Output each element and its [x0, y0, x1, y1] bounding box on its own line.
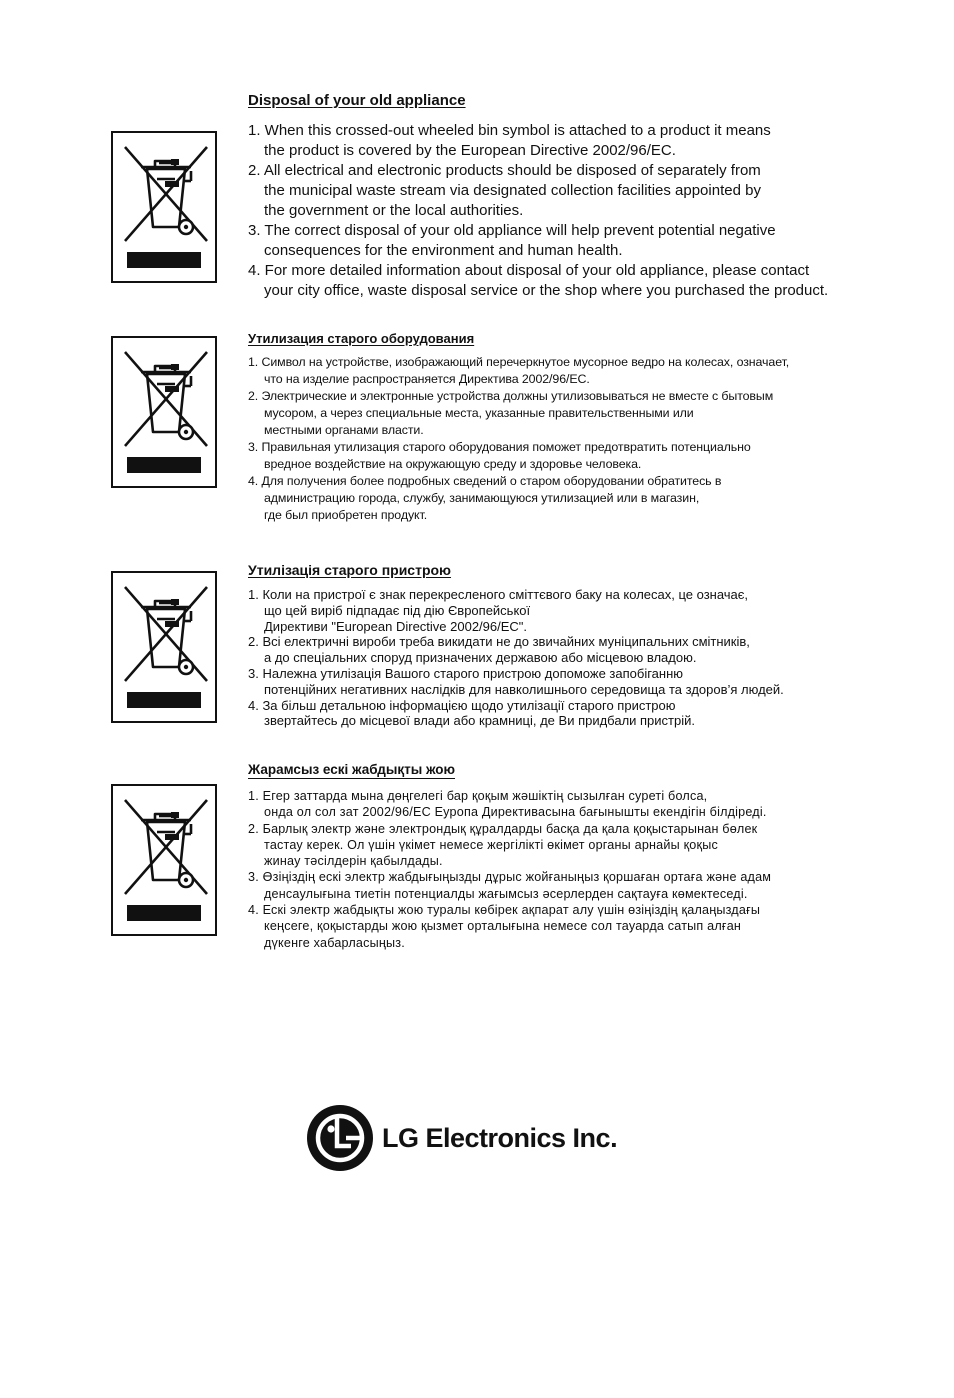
crossed-out-wheeled-bin-icon — [111, 571, 217, 723]
instruction-item — [248, 821, 771, 870]
instruction-item — [248, 902, 771, 951]
crossed-out-wheeled-bin-icon — [111, 336, 217, 488]
company-name: LG Electronics Inc. — [382, 1122, 618, 1153]
instruction-line: кеңсеге, қоқыстарды жою қызмет орталығына немесе сол тауарда сатып алған — [264, 919, 742, 934]
instruction-item — [248, 587, 784, 634]
instruction-line: а до спеціальних споруд призначених державою або місцевою владою. — [264, 650, 697, 666]
instruction-line: the municipal waste stream via designated collection facilities appointed by — [264, 182, 761, 199]
instruction-line: жинау тәсілдерін қабылдады. — [264, 854, 443, 869]
instruction-item — [248, 221, 828, 261]
instruction-line: вредное воздействие на окружающую среду и здоровье человека. — [264, 457, 642, 471]
lg-face-logo-icon — [306, 1104, 374, 1172]
instruction-line: 3. Правильная утилизация старого оборудования поможет предотвратить потенциально — [248, 440, 751, 454]
instruction-item — [248, 473, 789, 524]
instruction-line: администрацию города, службу, занимающуюся утилизацией или в магазин, — [264, 491, 700, 505]
instruction-line: где был приобретен продукт. — [264, 508, 428, 522]
instruction-line: 4. За більш детальною інформацією щодо утилізації старого пристрою — [248, 697, 676, 713]
lg-electronics-logo — [306, 1104, 617, 1172]
instruction-line: дүкенге хабарласыңыз. — [264, 935, 405, 950]
instruction-line: 1. Символ на устройстве, изображающий перечеркнутое мусорное ведро на колесах, означает, — [248, 355, 790, 369]
section-heading: Жарамсыз ескі жабдықты жою — [248, 762, 456, 777]
instruction-line: 1. When this crossed-out wheeled bin symbol is attached to a product it means — [248, 122, 771, 139]
instruction-item — [248, 261, 828, 301]
instruction-line: consequences for the environment and human health. — [264, 242, 623, 259]
instruction-line: 4. Для получения более подробных сведений о старом оборудовании обратитесь в — [248, 474, 722, 488]
instruction-line: тастау керек. Ол үшін үкімет немесе жергілікті өкімет органы арнайы қоқыс — [264, 837, 718, 852]
instruction-line: онда ол сол зат 2002/96/EC Еуропа Директивасына бағынышты екендігін білдіреді. — [264, 805, 767, 820]
instruction-line: the government or the local authorities. — [264, 202, 524, 219]
instruction-line: що цей виріб підпадає під дію Європейської — [264, 602, 531, 618]
instruction-line: 4. For more detailed information about disposal of your old appliance, please contact — [248, 262, 810, 279]
instruction-line: 3. The correct disposal of your old appliance will help prevent potential negative — [248, 222, 776, 239]
instruction-line: денсаулығына тиетін потенциалды жағымсыз әсерлерден сақтауға көмектеседі. — [264, 886, 748, 901]
bin-underbar — [127, 252, 201, 268]
instruction-item — [248, 788, 771, 821]
instruction-item — [248, 869, 771, 902]
instruction-item — [248, 354, 789, 388]
instruction-line: 2. Барлық электр және электрондық құралдарды басқа да қала қоқыстарынан бөлек — [248, 821, 758, 836]
section-heading: Утилизация старого оборудования — [248, 331, 475, 346]
instruction-line: 3. Өзіңіздің ескі электр жабдығыңызды дұрыс жойғаныңыз қоршаған ортаға және адам — [248, 870, 772, 885]
instruction-line: мусором, а через специальные места, указанные правительственными или — [264, 406, 694, 420]
bin-underbar — [127, 905, 201, 921]
instruction-item — [248, 698, 784, 730]
instruction-line: the product is covered by the European Directive 2002/96/EC. — [264, 142, 676, 159]
bin-underbar — [127, 457, 201, 473]
crossed-out-wheeled-bin-icon — [111, 131, 217, 283]
instruction-line: your city office, waste disposal service or the shop where you purchased the product. — [264, 282, 829, 299]
instruction-list — [248, 587, 784, 729]
instruction-list — [248, 788, 771, 951]
instruction-item — [248, 161, 828, 221]
instruction-item — [248, 666, 784, 698]
instruction-item — [248, 388, 789, 439]
instruction-line: 1. Егер заттарда мына дөңгелегі бар қоқым жәшіктің сызылған суреті болса, — [248, 789, 708, 803]
instruction-line: звертайтесь до місцевої влади або крамниці, де Ви придбали пристрій. — [264, 713, 695, 729]
instruction-item — [248, 634, 784, 666]
instruction-line: 1. Коли на пристрої є знак перекресленого сміттєвого баку на колесах, це означає, — [248, 587, 749, 602]
instruction-line: 2. Всі електричні вироби треба викидати не до звичайних муніципальних смітників, — [248, 634, 750, 650]
instruction-list — [248, 354, 789, 524]
instruction-item — [248, 439, 789, 473]
instruction-line: 4. Ескі электр жабдықты жою туралы көбірек ақпарат алу үшін өзіңіздің қалаңыздағы — [248, 903, 761, 918]
crossed-out-wheeled-bin-icon — [111, 784, 217, 936]
section-heading: Disposal of your old appliance — [248, 92, 466, 109]
instruction-line: 3. Належна утилізація Вашого старого пристрою допоможе запобіганню — [248, 665, 684, 681]
instruction-line: что на изделие распространяется Директива 2002/96/EC. — [264, 372, 590, 386]
instruction-line: 2. All electrical and electronic products should be disposed of separately from — [248, 162, 761, 179]
instruction-list — [248, 121, 828, 301]
instruction-line: местными органами власти. — [264, 423, 424, 437]
instruction-line: 2. Электрические и электронные устройства должны утилизовываться не вместе с бытовым — [248, 389, 774, 403]
bin-underbar — [127, 692, 201, 708]
section-heading: Утилізація старого пристрою — [248, 562, 452, 578]
instruction-line: Директиви "European Directive 2002/96/EC". — [264, 618, 528, 634]
instruction-item — [248, 121, 828, 161]
instruction-line: потенційних негативних наслідків для навколишнього середовища та здоров’я людей. — [264, 681, 784, 697]
